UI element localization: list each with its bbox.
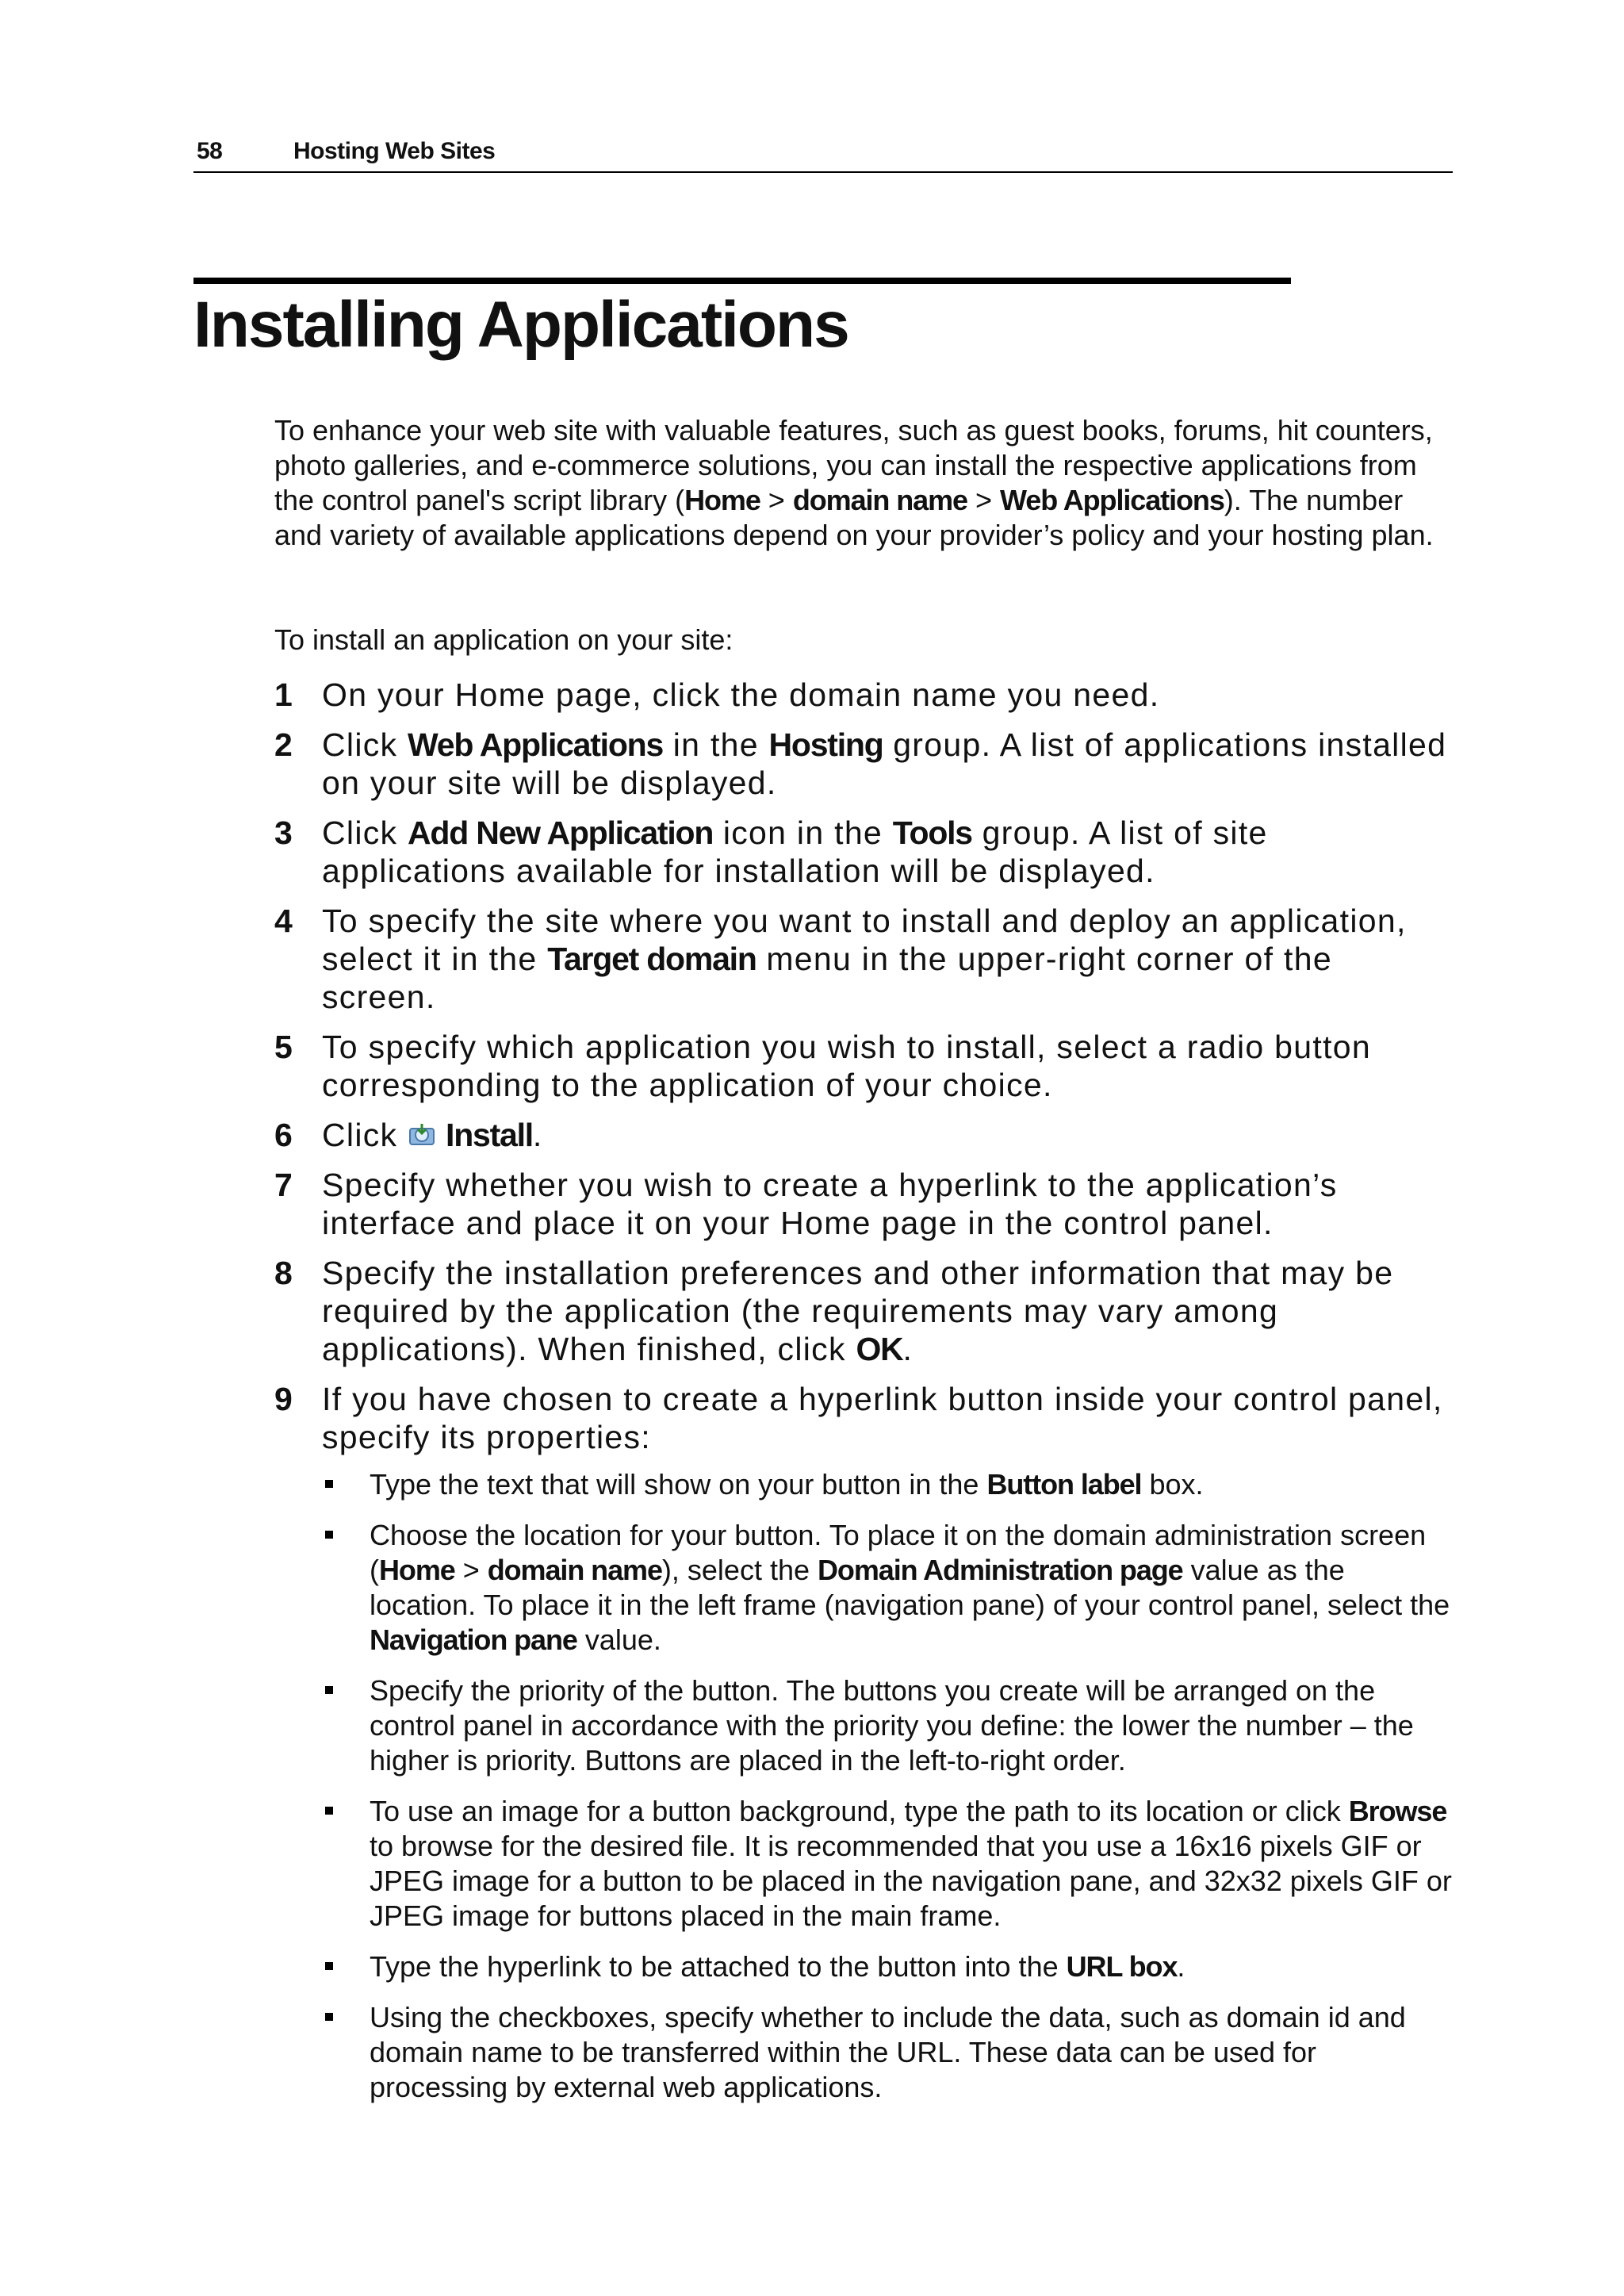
intro-bold-home: Home [684,484,760,516]
bullet-icon [325,1807,333,1815]
sub-item [322,1467,1453,1502]
sub-text: box. [1141,1468,1204,1501]
sub-bold: Navigation pane [370,1623,577,1656]
step-text: On your Home page, click the domain name you need. [322,677,1160,713]
step-text: . [532,1117,543,1153]
step-text: menu in the upper-right corner of the screen. [322,941,1332,1015]
step-bold: Hosting [768,726,883,763]
procedure-lead: To install an application on your site: [274,623,733,656]
sub-text: Choose the location for your button. To place it on the domain administration screen ( [370,1519,1427,1586]
sub-text: To use an image for a button background, type the path to its location or click [370,1795,1349,1827]
intro-text: To enhance your web site with valuable features, such as guest books, forums, hit counters, photo galleries, and e-commerce solutions, you can install the respective applications from the control panel's script library ( [274,414,1433,516]
step-text: group. A list of site applications available for installation will be displayed. [322,815,1268,889]
step-text: Specify whether you wish to create a hyperlink to the application’s interface and place it on your Home page in the control panel. [322,1167,1338,1241]
step-number: 3 [274,815,293,851]
sub-text: Type the text that will show on your button in the [370,1468,987,1501]
step-bold: Install [446,1117,533,1153]
intro-bold-web-applications: Web Applications [1000,484,1224,516]
title-rule [193,278,1291,284]
bullet-icon [325,1962,333,1970]
step-number: 4 [274,903,293,939]
step-text: Click [322,815,408,851]
step-text: . [902,1331,914,1367]
sub-text: to browse for the desired file. It is recommended that you use a 16x16 pixels GIF or JPEG image for a button to be placed in the navigation pane, and 32x32 pixels GIF or JPEG image for buttons placed in the main frame. [370,1830,1452,1932]
page-title: Installing Applications [193,289,848,361]
sub-item [322,1949,1453,1984]
step-number: 2 [274,726,293,763]
step-number: 8 [274,1255,293,1291]
step-item [274,1254,1453,1368]
intro-paragraph [274,413,1440,553]
step-text: Click [322,1117,408,1153]
step-item [274,726,1453,802]
step-item [274,814,1453,890]
step-number: 9 [274,1381,293,1417]
sub-bold: Home [379,1554,455,1586]
step-number: 1 [274,677,293,713]
sub-item [322,1673,1453,1778]
step-bold: Tools [892,815,972,851]
sub-bold: Button label [986,1468,1142,1501]
bullet-icon [325,1480,333,1488]
step-bold: Web Applications [408,726,664,763]
step-text: Specify the installation preferences and other information that may be required by the application (the requirements may vary among applications). When finished, click [322,1255,1394,1367]
sub-bold: URL box [1066,1950,1178,1983]
sub-text: Type the hyperlink to be attached to the button into the [370,1950,1067,1983]
sub-item [322,1518,1453,1658]
sub-item [322,1794,1453,1934]
sub-text: Specify the priority of the button. The buttons you create will be arranged on the control panel in accordance with the priority you define: the lower the number – the higher is priority. Buttons are placed in the left-to-right order. [370,1674,1414,1777]
step-text: To specify the site where you want to install and deploy an application, select it in the [322,903,1407,977]
step-number: 6 [274,1117,293,1153]
intro-bold-domain-name: domain name [792,484,967,516]
sub-text: Using the checkboxes, specify whether to include the data, such as domain id and domain name to be transferred within the URL. These data can be used for processing by external web applications. [370,2001,1406,2103]
step-text: Click [322,726,408,763]
step-item [274,902,1453,1016]
step-text: group. A list of applications installed on your site will be displayed. [322,726,1447,801]
step-item [274,1116,1453,1154]
step-text: If you have chosen to create a hyperlink button inside your control panel, specify its properties: [322,1381,1443,1455]
page-number: 58 [197,138,223,164]
step-bold: Add New Application [408,815,714,851]
install-icon [408,1119,438,1149]
step-text: icon in the [713,815,893,851]
sub-text: . [1177,1950,1185,1983]
step-number: 7 [274,1167,293,1203]
step-item [274,1166,1453,1242]
step-item [274,1380,1453,2105]
step-bold: Target domain [547,941,756,977]
sub-item [322,2000,1453,2105]
sub-bold: Browse [1348,1795,1447,1827]
bullet-icon [325,2013,333,2021]
steps-list [274,676,1453,2121]
sub-text: > [454,1554,488,1586]
step-number: 5 [274,1029,293,1065]
sub-list [322,1467,1453,2105]
sub-bold: domain name [487,1554,662,1586]
sub-text: value as the location. To place it in the left frame (navigation pane) of your control panel, select the [370,1554,1450,1621]
bullet-icon [325,1531,333,1539]
step-item [274,1028,1453,1104]
step-text: in the [663,726,769,763]
running-header [193,136,1453,173]
header-section-title: Hosting Web Sites [293,138,496,164]
step-bold: OK [856,1331,903,1367]
intro-text: > [967,484,1001,516]
sub-text: value. [576,1623,661,1656]
step-item [274,676,1453,714]
sub-text: ), select the [661,1554,818,1586]
intro-text: > [760,484,793,516]
step-text: To specify which application you wish to install, select a radio button corresponding to the application of your choice. [322,1029,1371,1103]
intro-text: ). The number and variety of available applications depend on your provider’s policy and your hosting plan. [274,484,1434,551]
bullet-icon [325,1686,333,1694]
sub-bold: Domain Administration page [818,1554,1183,1586]
